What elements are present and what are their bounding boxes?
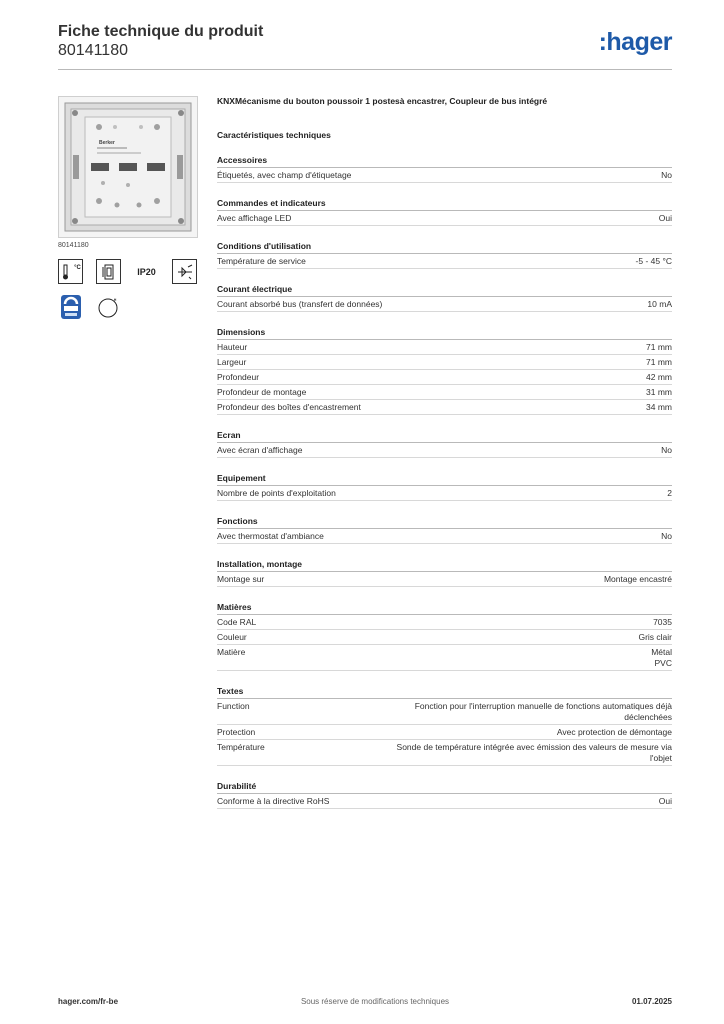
flush-mount-icon <box>96 259 121 284</box>
spec-label: Nombre de points d'exploitation <box>217 488 336 498</box>
spec-row <box>217 385 672 400</box>
spec-label: Function <box>217 701 250 711</box>
spec-groups <box>217 155 672 809</box>
spec-row <box>217 400 672 415</box>
spec-row <box>217 340 672 355</box>
spec-value: No <box>661 445 672 455</box>
spec-row <box>217 740 672 766</box>
spec-value: Fonction pour l'interruption manuelle de fonctions automatiques déjà déclenchées <box>414 701 672 722</box>
spec-group-title: Matières <box>217 602 672 615</box>
spec-group-title: Conditions d'utilisation <box>217 241 672 254</box>
spec-value: Métal PVC <box>651 647 672 668</box>
spec-row <box>217 645 672 671</box>
spec-value: 10 mA <box>647 299 672 309</box>
spec-row <box>217 725 672 740</box>
spec-value: -5 - 45 °C <box>635 256 672 266</box>
product-image <box>58 96 198 238</box>
spec-label: Code RAL <box>217 617 257 627</box>
spec-group <box>217 602 672 671</box>
svg-text:ᴴ: ᴴ <box>113 297 116 304</box>
spec-group-title: Durabilité <box>217 781 672 794</box>
hager-logo: :hager <box>598 28 672 56</box>
spec-group-title: Equipement <box>217 473 672 486</box>
spec-group-title: Dimensions <box>217 327 672 340</box>
spec-row <box>217 572 672 587</box>
spec-row <box>217 443 672 458</box>
spec-row <box>217 355 672 370</box>
spec-group <box>217 198 672 226</box>
spec-label: Étiquetés, avec champ d'étiquetage <box>217 170 352 180</box>
page-title: Fiche technique du produit <box>58 23 264 40</box>
section-title: Caractéristiques techniques <box>217 130 331 140</box>
spec-value: 42 mm <box>646 372 672 382</box>
spec-group <box>217 781 672 809</box>
spec-label: Montage sur <box>217 574 265 584</box>
circle-icon <box>96 294 121 319</box>
spec-group-title: Fonctions <box>217 516 672 529</box>
spec-group-title: Installation, montage <box>217 559 672 572</box>
feature-icons <box>58 259 198 319</box>
push-button-mechanism-image <box>59 97 197 237</box>
spec-group-title: Textes <box>217 686 672 699</box>
spec-group <box>217 155 672 183</box>
spec-value: Oui <box>658 796 672 806</box>
tamper-protection-icon <box>172 259 197 284</box>
spec-value: 71 mm <box>646 357 672 367</box>
spec-row <box>217 529 672 544</box>
spec-row <box>217 794 672 809</box>
spec-group <box>217 327 672 415</box>
easy-configuration-icon <box>58 294 83 319</box>
spec-group <box>217 241 672 269</box>
spec-label: Profondeur de montage <box>217 387 307 397</box>
spec-value: Oui <box>658 213 672 223</box>
spec-row <box>217 615 672 630</box>
page-footer <box>58 997 672 1006</box>
spec-label: Avec écran d'affichage <box>217 445 303 455</box>
svg-text:Berker: Berker <box>99 140 115 146</box>
footer-date: 01.07.2025 <box>631 997 672 1006</box>
product-name: KNXMécanisme du bouton poussoir 1 postesà encastrer, Coupleur de bus intégré <box>217 96 548 106</box>
spec-group-title: Commandes et indicateurs <box>217 198 672 211</box>
spec-group <box>217 284 672 312</box>
spec-label: Avec thermostat d'ambiance <box>217 531 324 541</box>
spec-label: Protection <box>217 727 256 737</box>
spec-group <box>217 686 672 766</box>
ip20-icon: IP20 <box>137 266 156 277</box>
spec-label: Profondeur <box>217 372 260 382</box>
spec-group-title: Accessoires <box>217 155 672 168</box>
spec-label: Profondeur des boîtes d'encastrement <box>217 402 361 412</box>
product-reference: 80141180 <box>58 242 89 249</box>
temperature-icon: °C <box>58 259 83 284</box>
page-header <box>58 22 672 70</box>
spec-label: Courant absorbé bus (transfert de données) <box>217 299 383 309</box>
spec-row <box>217 486 672 501</box>
spec-group <box>217 559 672 587</box>
spec-label: Avec affichage LED <box>217 213 292 223</box>
spec-value: No <box>661 170 672 180</box>
spec-group <box>217 473 672 501</box>
spec-label: Largeur <box>217 357 247 367</box>
spec-label: Conforme à la directive RoHS <box>217 796 330 806</box>
spec-value: Gris clair <box>638 632 672 642</box>
spec-value: 71 mm <box>646 342 672 352</box>
spec-value: 34 mm <box>646 402 672 412</box>
spec-value: 7035 <box>653 617 672 627</box>
product-sidebar <box>58 96 198 319</box>
spec-value: Avec protection de démontage <box>556 727 672 737</box>
footer-website[interactable]: hager.com/fr-be <box>58 997 119 1006</box>
spec-row <box>217 254 672 269</box>
product-number: 80141180 <box>58 42 128 59</box>
footer-disclaimer: Sous réserve de modifications techniques <box>300 997 450 1006</box>
spec-label: Hauteur <box>217 342 248 352</box>
spec-group-title: Courant électrique <box>217 284 672 297</box>
spec-row <box>217 630 672 645</box>
spec-group <box>217 516 672 544</box>
spec-value: Sonde de température intégrée avec émission des valeurs de mesure via l'objet <box>396 742 672 763</box>
specifications <box>217 96 672 809</box>
spec-row <box>217 168 672 183</box>
spec-value: No <box>661 531 672 541</box>
spec-group-title: Ecran <box>217 430 672 443</box>
spec-row <box>217 699 672 725</box>
spec-label: Température de service <box>217 256 306 266</box>
spec-row <box>217 297 672 312</box>
spec-label: Température <box>217 742 265 752</box>
spec-label: Matière <box>217 647 246 657</box>
spec-group <box>217 430 672 458</box>
spec-row <box>217 370 672 385</box>
spec-label: Couleur <box>217 632 247 642</box>
spec-value: Montage encastré <box>603 574 672 584</box>
spec-value: 2 <box>667 488 672 498</box>
spec-value: 31 mm <box>646 387 672 397</box>
spec-row <box>217 211 672 226</box>
